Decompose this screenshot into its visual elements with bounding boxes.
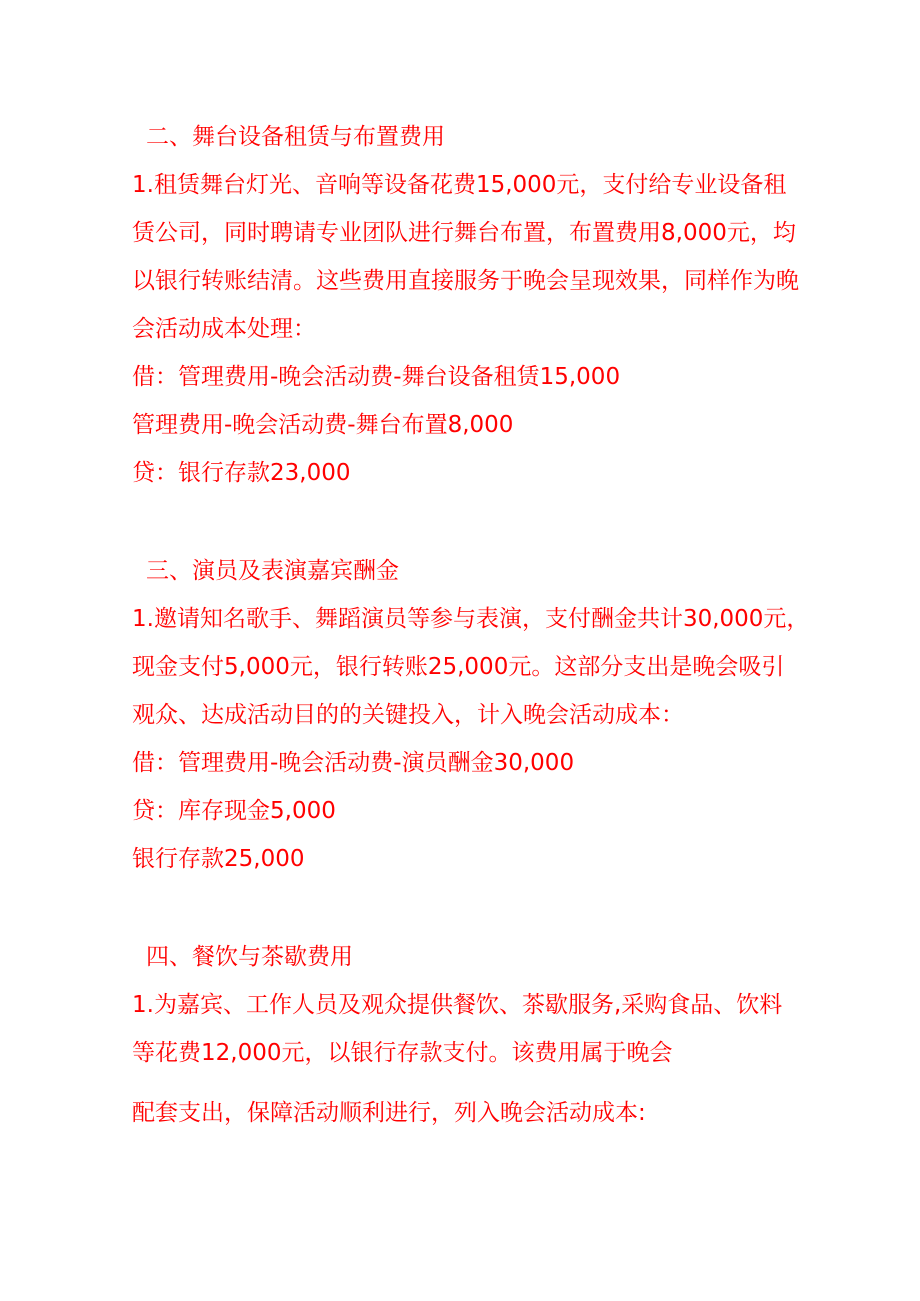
journal-entry-credit-line: 银行存款25,000 (132, 846, 305, 872)
paragraph-line: 以银行转账结清。这些费用直接服务于晚会呈现效果，同样作为晚 (132, 268, 799, 294)
paragraph-line: 配套支出，保障活动顺利进行，列入晚会活动成本: (132, 1100, 646, 1126)
section-heading: 二、舞台设备租赁与布置费用 (146, 124, 445, 150)
paragraph-line: 现金支付5,000元，银行转账25,000元。这部分支出是晚会吸引 (132, 654, 785, 680)
paragraph-line: 等花费12,000元，以银行存款支付。该费用属于晚会 (132, 1040, 673, 1066)
journal-entry-debit: 借：管理费用-晚会活动费-演员酬金30,000 (132, 750, 575, 776)
paragraph-line: 1.租赁舞台灯光、音响等设备花费15,000元，支付给专业设备租 (132, 172, 787, 198)
paragraph-line: 1.邀请知名歌手、舞蹈演员等参与表演，支付酬金共计30,000元， (132, 606, 810, 632)
journal-entry-credit: 贷：银行存款23,000 (132, 460, 351, 486)
section-heading: 三、演员及表演嘉宾酬金 (146, 558, 399, 584)
paragraph-line: 会活动成本处理： (132, 316, 316, 342)
paragraph-line: 1.为嘉宾、工作人员及观众提供餐饮、茶歇服务,采购食品、饮料 (132, 992, 783, 1018)
paragraph-line: 观众、达成活动目的的关键投入，计入晚会活动成本： (132, 702, 684, 728)
journal-entry-debit: 借：管理费用-晚会活动费-舞台设备租赁15,000 (132, 364, 621, 390)
journal-entry-credit: 贷：库存现金5,000 (132, 798, 336, 824)
paragraph-line: 赁公司，同时聘请专业团队进行舞台布置，布置费用8,000元，均 (132, 220, 796, 246)
section-heading: 四、餐饮与茶歇费用 (146, 944, 353, 970)
journal-entry-debit-line: 管理费用-晚会活动费-舞台布置8,000 (132, 412, 514, 438)
